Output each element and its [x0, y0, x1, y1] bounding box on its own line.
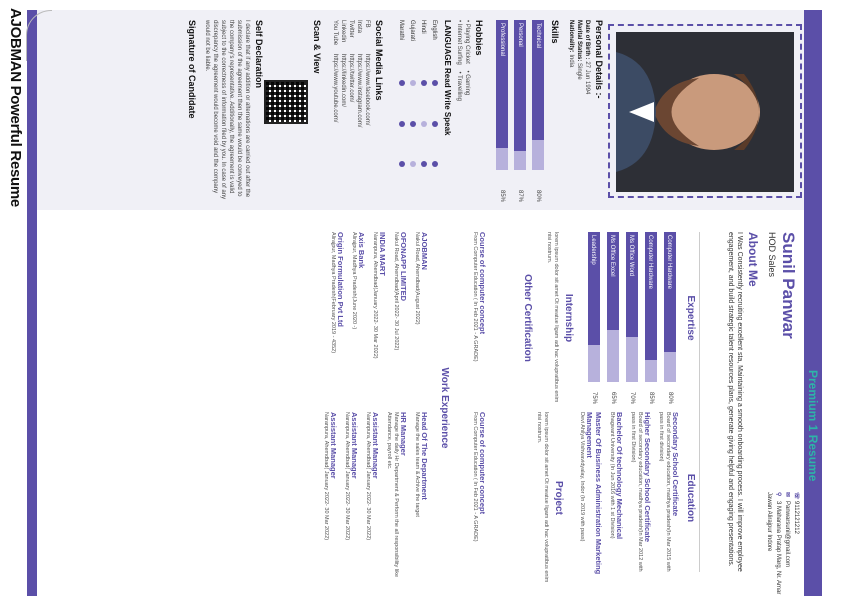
- hobby-item: Travelling: [456, 75, 462, 101]
- languages-section: [396, 20, 452, 202]
- certification-detail: From Computer Education ( In Feb 2021 - A GRADE): [472, 412, 478, 542]
- social-heading: Social Media Links: [374, 20, 384, 101]
- signature-label: Signature of Candidate: [187, 20, 197, 119]
- skill-name: Technical: [535, 23, 541, 49]
- language-name: English: [431, 20, 438, 40]
- language-level-cell: [429, 80, 440, 121]
- language-level-cell: [418, 80, 429, 121]
- language-name: Marathi: [398, 20, 405, 41]
- expertise-list: [584, 232, 679, 404]
- experience-detail: Manage the daily Hr Department & Perform the all responsibility like Attendance, payroll etc.: [386, 412, 399, 578]
- hobby-item: Playing Cricket: [464, 23, 470, 64]
- experience-title: OFONAPP LIMITED: [399, 232, 408, 302]
- internship-heading: Internship: [563, 293, 574, 343]
- expertise-section: [522, 232, 696, 404]
- language-level-cell: [418, 121, 429, 162]
- language-row: [407, 20, 418, 202]
- languages-heading: [443, 20, 452, 202]
- skills-heading: Skills: [550, 20, 560, 44]
- language-level-cell: [429, 161, 440, 202]
- nationality-label: Nationality:: [568, 20, 574, 53]
- contact-address: [764, 492, 782, 602]
- expertise-row: [584, 232, 603, 404]
- language-level-cell: [396, 161, 407, 202]
- qr-code[interactable]: [264, 80, 308, 124]
- level-dot-icon: [422, 161, 428, 167]
- social-row: [363, 20, 371, 202]
- experience-detail: Naranpura, Ahemdbad( January 2022- 30 Mar 2022): [344, 412, 350, 541]
- declaration-section: [203, 20, 264, 202]
- social-link[interactable]: https://www.instagram.com/: [356, 54, 362, 128]
- social-link[interactable]: https://twitter.com/: [348, 54, 354, 103]
- experience-title: Assistant Manager: [329, 412, 338, 479]
- expertise-percent: 70%: [629, 391, 635, 404]
- skills-section: [493, 20, 560, 202]
- education-detail: Board of secondary education, madhya pradesh(In Mar 2012 with pass in first Division): [630, 412, 643, 572]
- hobbies-row-2: • Internet Surfing • Travelling: [456, 20, 462, 101]
- skills-list: [493, 20, 547, 202]
- about-text: I Was Consistently recruiting excellent sta, Maintaining a smooth onboarding process. I will improve employee engagement, and build strategic talent resources plans, generate giving helpful and engaging presentations.: [727, 232, 743, 572]
- social-name: Insta: [356, 20, 362, 34]
- email-text: Panwarsunil@gmail.com: [784, 501, 790, 568]
- experience-right: [322, 412, 434, 584]
- language-row: [418, 20, 429, 202]
- social-link[interactable]: https://www.facebook.com/: [364, 54, 370, 126]
- bottom-band: [27, 10, 37, 596]
- expertise-percent: 65%: [610, 391, 616, 404]
- phone-text: 9112121212: [793, 501, 799, 534]
- hobby-item: Gaming: [464, 74, 470, 96]
- education-title: Master Of Business Administration Marketing Management: [585, 412, 603, 575]
- education-title: Bachelor Of technology Mechanical: [615, 412, 624, 540]
- certification-left: [471, 232, 492, 404]
- experience-title: AJOBMAN: [420, 232, 429, 270]
- experience-detail: Nakul Road, Ahemdbad(August 2022): [414, 232, 420, 325]
- expertise-percent: 85%: [648, 391, 654, 404]
- level-dot-icon: [400, 121, 406, 127]
- languages-table: [396, 20, 440, 202]
- experience-title: Axis Bank: [357, 232, 366, 269]
- social-section: [331, 20, 384, 202]
- expertise-name: Computer Hardware: [647, 235, 654, 290]
- expertise-percent: 80%: [667, 391, 673, 404]
- project-heading: Project: [553, 481, 564, 515]
- email-icon: ✉: [784, 492, 790, 498]
- experience-detail: Naranpura, Ahemdbad(January 2022- 30 Mar 2022): [372, 232, 378, 359]
- phone-icon: ☏: [793, 492, 799, 500]
- skill-percent: 85%: [499, 189, 505, 202]
- contact-block: [764, 492, 800, 602]
- candidate-role: HOD Sales: [767, 232, 777, 278]
- expertise-heading: Expertise: [685, 295, 696, 341]
- education-detail: Board of secondary education, madhya pradesh(In Mar 2015 with pass in first division): [658, 412, 671, 572]
- skill-name: Personal: [517, 23, 523, 47]
- social-list: [331, 20, 371, 202]
- about-heading: About Me: [746, 232, 760, 287]
- experience-detail: Nakul Road, Ahemdbad(April 2022- 30 Jul 2022): [393, 232, 399, 351]
- nationality-value: India: [568, 54, 574, 68]
- level-dot-icon: [411, 121, 417, 127]
- level-dot-icon: [400, 80, 406, 86]
- experience-heading: Work Experience: [439, 367, 450, 449]
- social-name: Twitter: [348, 20, 354, 38]
- language-level-cell: [396, 80, 407, 121]
- hobbies-heading: Hobbies: [474, 20, 484, 56]
- expertise-row: [603, 232, 622, 404]
- experience-detail: Naranpura, Ahemdbad( January 2022- 30 Mar 2022): [323, 412, 329, 541]
- skill-name: Professional: [499, 23, 505, 57]
- expertise-name: Ms Office Excel: [609, 235, 616, 277]
- signature-section: [184, 20, 197, 202]
- lang-col-write: Write: [443, 89, 452, 110]
- contact-email: [782, 492, 791, 602]
- skill-percent: 80%: [535, 189, 541, 202]
- document-heading: AJOBMAN Powerful Resume: [7, 8, 24, 207]
- language-level-cell: [407, 121, 418, 162]
- social-row: [355, 20, 363, 202]
- hobbies-row-1: • Playing Cricket • Gaming: [464, 20, 470, 96]
- experience-left: [329, 232, 434, 404]
- social-link[interactable]: https://linkedin.com/: [340, 54, 346, 108]
- marital-value: Single: [576, 63, 582, 80]
- social-name: You Tube: [332, 20, 338, 46]
- personal-heading: Personal Details :-: [594, 20, 604, 99]
- social-link[interactable]: https://www.youtube.com/: [332, 54, 338, 123]
- internship-text: lorem ipsum dolor sit amet Ot meatue ligam adi hac volupratibus enim nisi nostrum.: [546, 232, 559, 403]
- candidate-name: Sunil Panwar: [779, 232, 798, 339]
- divider: [699, 232, 700, 572]
- hobbies-section: [455, 20, 484, 202]
- experience-title: Assistant Manager: [371, 412, 380, 479]
- personal-nationality: [567, 20, 575, 202]
- certification-right: [471, 412, 492, 584]
- level-dot-icon: [433, 121, 439, 127]
- social-row: [339, 20, 347, 202]
- social-name: FB: [364, 20, 370, 28]
- premium-badge: Premium 1 Resume: [806, 370, 820, 482]
- language-name: Gujarati: [409, 20, 416, 42]
- hobby-item: Internet Surfing: [456, 23, 462, 65]
- language-row: [396, 20, 407, 202]
- certification-heading: Other Certification: [522, 274, 533, 362]
- language-level-cell: [407, 161, 418, 202]
- experience-title: HR Manager: [399, 412, 408, 456]
- education-heading: Education: [685, 473, 696, 523]
- scan-section: [264, 20, 322, 202]
- expertise-row: [641, 232, 660, 404]
- language-level-cell: [407, 80, 418, 121]
- profile-photo: [616, 32, 794, 192]
- language-level-cell: [418, 161, 429, 202]
- expertise-row: [622, 232, 641, 404]
- experience-detail: Alirajpur, Madhya Pradesh(February 2019 - 4352): [330, 232, 336, 354]
- declaration-heading: Self Declaration: [254, 20, 264, 89]
- expertise-name: Computer Hardware: [666, 235, 673, 290]
- education-title: Secondary School Certificate: [671, 412, 680, 517]
- project-text: lorem ipsum dolor sit amet Ot meatue ligam adi hac volupratibus enim nisi nostrum.: [536, 412, 549, 583]
- expertise-name: Ms Office Word: [628, 235, 635, 277]
- experience-heading-wrap: [439, 232, 450, 584]
- certification-title: Course of computer concept: [478, 412, 487, 515]
- location-icon: ⚲: [775, 492, 781, 497]
- social-name: Linkedin: [340, 20, 346, 43]
- certification-title: Course of computer concept: [478, 232, 487, 335]
- top-band: [804, 10, 822, 596]
- experience-detail: Naranpura, Ahemdbad( January 2022- 30 Mar 2022): [365, 412, 371, 541]
- education-detail: Bhagwant University (In Jun 2016 with 1 st Division): [609, 412, 615, 539]
- marital-label: Marital Status:: [576, 20, 582, 62]
- dob-label: Date of Birth :: [584, 20, 590, 60]
- social-row: [331, 20, 339, 202]
- education-list: [578, 412, 680, 584]
- personal-dob: [583, 20, 591, 202]
- certification-detail: From Computer Education ( In Feb 2021 - A GRADE): [472, 232, 478, 362]
- experience-title: INDIA MART: [378, 232, 387, 276]
- language-name: Hindi: [420, 20, 427, 34]
- lang-col-speak: Speak: [443, 111, 452, 136]
- experience-title: Head Of The Department: [420, 412, 429, 500]
- skill-row: [493, 20, 511, 202]
- address-text: 3 Maharana Pratap Marg, Nr. Amar Jawan Alirajpur Indore: [766, 492, 781, 595]
- declaration-text: I declare that if any addition or alternations are carried out after the submission of the agreement then the same would be conveyed to the company's representative. Additionally, the agreement is valid subject to the correctness of information filed by you. In case of any discrepancy the agreement would become void and the company would not be liable.: [204, 20, 250, 200]
- languages-title: LANGUAGE: [443, 20, 452, 66]
- skill-percent: 87%: [517, 189, 523, 202]
- education-title: Higher Secondary School Certificate: [643, 412, 652, 543]
- experience-detail: Manage the sales team & Achive the target: [414, 412, 420, 517]
- contact-phone: [791, 492, 800, 602]
- title-strip: [0, 0, 30, 596]
- scan-heading: Scan & View: [312, 20, 322, 74]
- expertise-name: Leadership: [590, 235, 597, 265]
- expertise-row: [660, 232, 679, 404]
- dob-value: 27 Jun 1994: [584, 61, 590, 95]
- expertise-percent: 75%: [591, 391, 597, 404]
- education-detail: Devi Ahilya Vishwavidyalay, Indor (In 2019 with pass): [579, 412, 585, 542]
- skill-row: [529, 20, 547, 202]
- language-level-cell: [429, 121, 440, 162]
- level-dot-icon: [433, 161, 439, 167]
- level-dot-icon: [422, 80, 428, 86]
- skill-row: [511, 20, 529, 202]
- social-row: [347, 20, 355, 202]
- resume-sheet: [27, 10, 822, 596]
- level-dot-icon: [400, 161, 406, 167]
- language-level-cell: [396, 121, 407, 162]
- personal-details: [567, 20, 604, 202]
- experience-title: Assistant Manager: [350, 412, 359, 479]
- level-dot-icon: [422, 121, 428, 127]
- level-dot-icon: [411, 161, 417, 167]
- experience-detail: Alirajpur, Madhya Pradesh(June 2020 -): [351, 232, 357, 330]
- experience-title: Origin Formulation Pvt Ltd: [336, 232, 345, 327]
- language-row: [429, 20, 440, 202]
- education-section: [535, 412, 696, 584]
- level-dot-icon: [433, 80, 439, 86]
- level-dot-icon: [411, 80, 417, 86]
- lang-col-read: Read: [443, 68, 452, 88]
- personal-marital: [575, 20, 583, 202]
